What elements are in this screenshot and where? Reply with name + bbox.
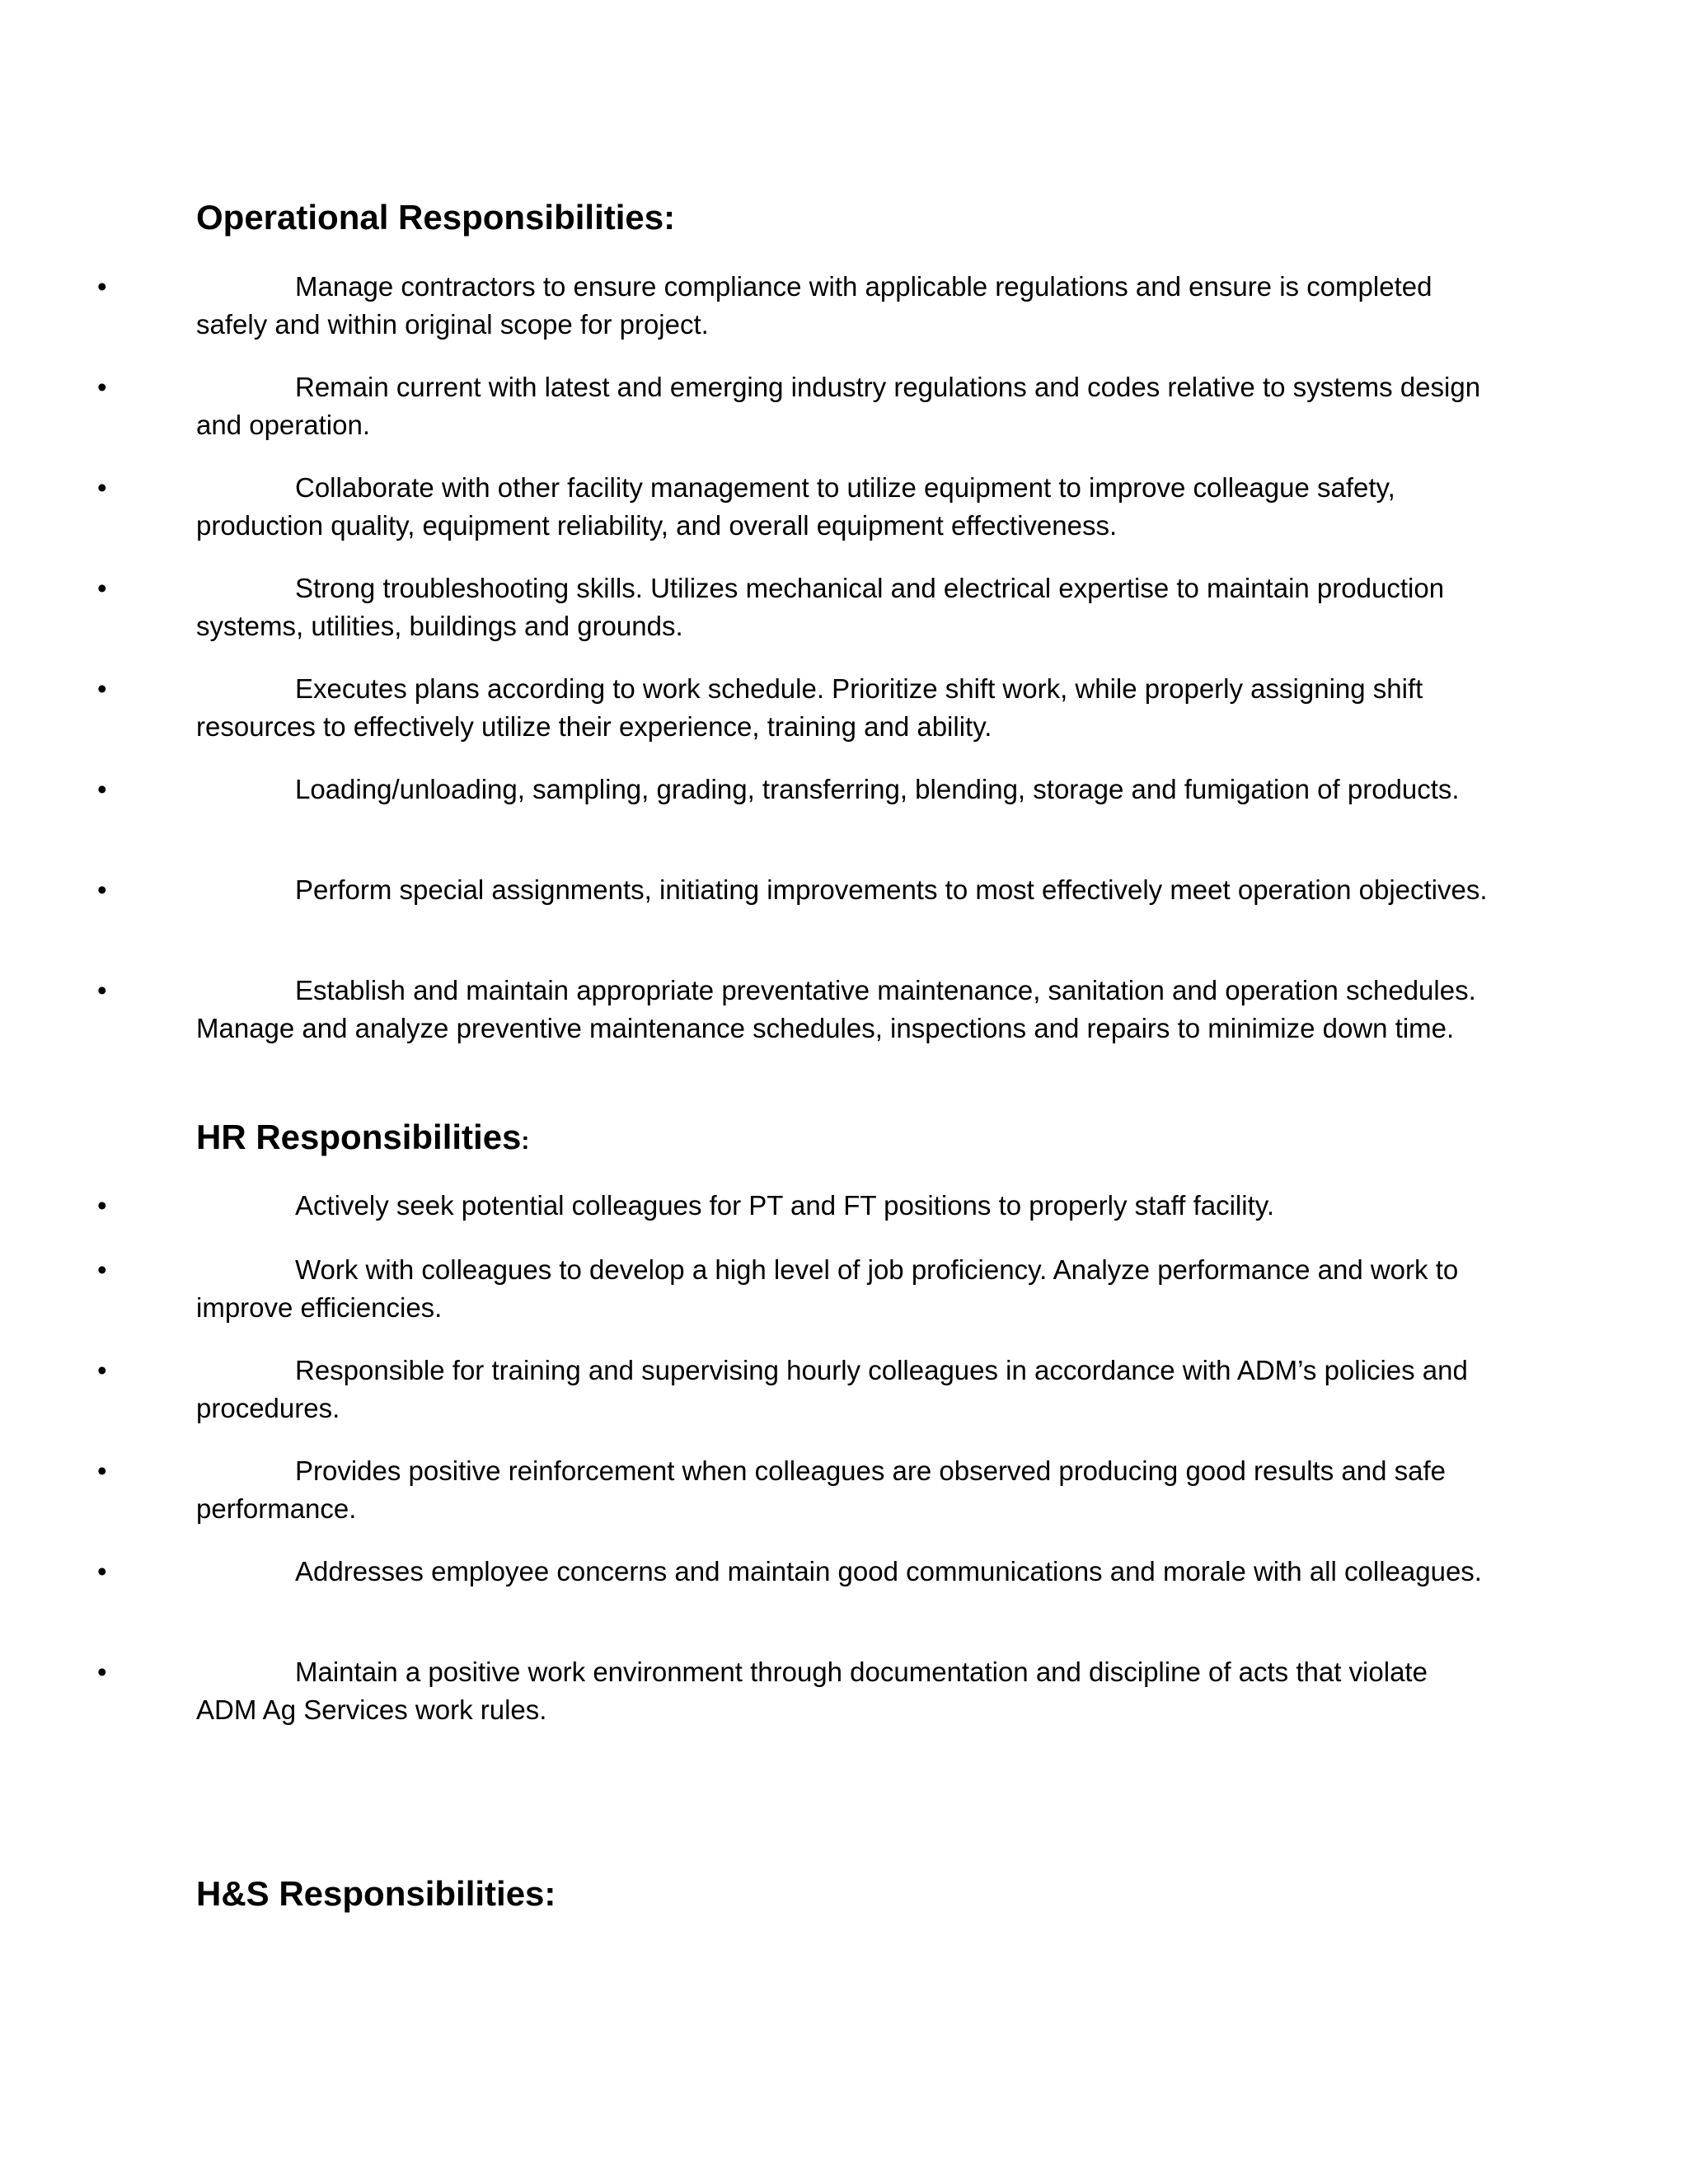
list-item: • Remain current with latest and emerging industry regulations and codes relative to systems design and operation.	[196, 368, 1490, 444]
list-item: • Loading/unloading, sampling, grading, transferring, blending, storage and fumigation of products.	[196, 771, 1490, 808]
list-item: • Strong troubleshooting skills. Utilizes mechanical and electrical expertise to maintain production systems, utilities, buildings and grounds.	[196, 569, 1490, 645]
bullet-icon: •	[97, 874, 107, 905]
bullet-icon: •	[97, 573, 107, 603]
bullet-icon: •	[97, 1190, 107, 1221]
list-item: • Addresses employee concerns and maintain good communications and morale with all colleagues.	[196, 1553, 1490, 1591]
bullet-icon: •	[97, 1657, 107, 1687]
bullet-icon: •	[97, 1355, 107, 1385]
list-item: • Perform special assignments, initiating improvements to most effectively meet operation objectives.	[196, 871, 1490, 909]
bullet-icon: •	[97, 472, 107, 503]
section-heading-hr: HR Responsibilities:	[196, 1118, 530, 1156]
bullet-icon: •	[97, 1254, 107, 1285]
list-item: • Provides positive reinforcement when colleagues are observed producing good results and safe performance.	[196, 1452, 1490, 1528]
list-item: • Executes plans according to work schedule. Prioritize shift work, while properly assigning shift resources to effectively utilize their experience, training and ability.	[196, 670, 1490, 746]
bullet-icon: •	[97, 1455, 107, 1486]
bullet-icon: •	[97, 271, 107, 302]
list-item: • Work with colleagues to develop a high level of job proficiency. Analyze performance and work to improve efficiencies.	[196, 1251, 1490, 1327]
bullet-icon: •	[97, 372, 107, 402]
list-item: • Collaborate with other facility management to utilize equipment to improve colleague safety, production quality, equipment reliability, and overall equipment effectiveness.	[196, 469, 1490, 545]
list-item: • Manage contractors to ensure compliance with applicable regulations and ensure is completed safely and within original scope for project.	[196, 268, 1490, 344]
list-item: • Establish and maintain appropriate preventative maintenance, sanitation and operation schedules. Manage and analyze preventive maintenance schedules, inspections and repairs to minimize down time.	[196, 972, 1490, 1047]
bullet-icon: •	[97, 774, 107, 804]
bullet-icon: •	[97, 975, 107, 1005]
bullet-icon: •	[97, 1556, 107, 1586]
bullet-icon: •	[97, 673, 107, 704]
list-item: • Maintain a positive work environment through documentation and discipline of acts that violate ADM Ag Services work rules.	[196, 1653, 1490, 1729]
section-heading-operational: Operational Responsibilities:	[196, 198, 676, 237]
section-heading-hs: H&S Responsibilities:	[196, 1874, 556, 1913]
list-item: • Responsible for training and supervising hourly colleagues in accordance with ADM’s policies and procedures.	[196, 1352, 1490, 1427]
list-item: • Actively seek potential colleagues for PT and FT positions to properly staff facility.	[196, 1187, 1490, 1225]
